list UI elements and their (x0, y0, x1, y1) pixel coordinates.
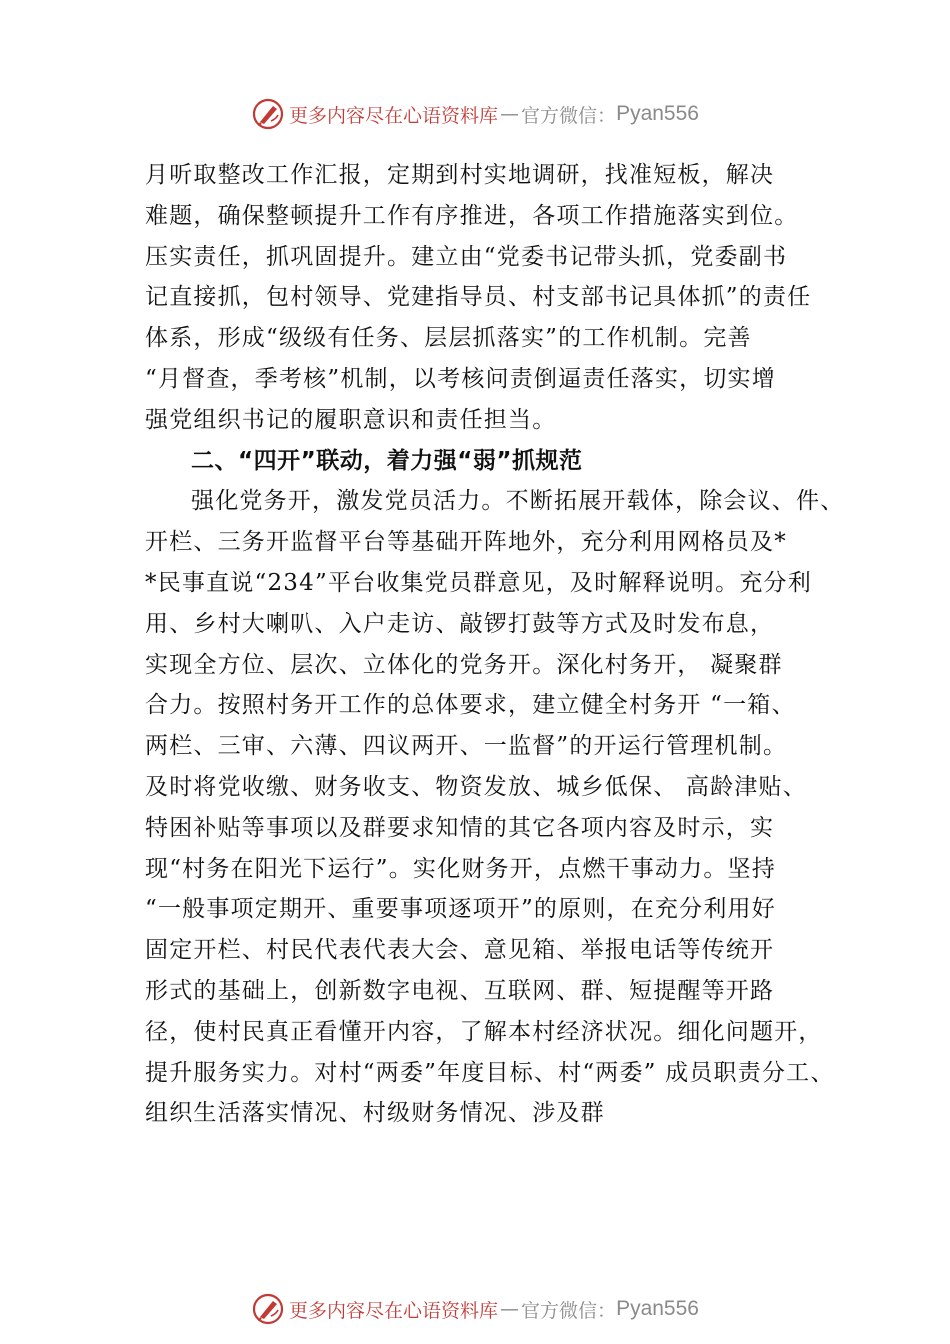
body-line-2: 难题，确保整顿提升工作有序推进，各项工作措施落实到位。 (145, 202, 799, 229)
body-line-14: 合力。按照村务开工作的总体要求，建立健全村务开 “一箱、 (145, 692, 796, 719)
body-line-7: 强党组织书记的履职意识和责任担当。 (145, 406, 557, 433)
body-line-1: 月听取整改工作汇报，定期到村实地调研，找准短板，解决 (145, 162, 775, 188)
footer-watermark (0, 1289, 950, 1329)
body-line-3: 压实责任，抓巩固提升。建立由“党委书记带头抓，党委副书 (145, 243, 788, 270)
watermark-dash: — (500, 1298, 520, 1320)
watermark-dash: — (500, 103, 520, 125)
watermark-brand-text: 更多内容尽在心语资料库 (289, 104, 499, 127)
body-line-5: 体系，形成“级级有任务、层层抓落实”的工作机制。完善 (145, 325, 752, 352)
body-line-4: 记直接抓，包村领导、党建指导员、村支部书记具体抓”的责任 (145, 284, 812, 311)
body-line-11: *民事直说“234”平台收集党员群意见，及时解释说明。充分利 (145, 569, 812, 596)
body-line-15: 两栏、三审、六薄、四议两开、一监督”的开运行管理机制。 (145, 733, 788, 760)
body-line-19: “一般事项定期开、重要事项逐项开”的原则，在充分利用好 (145, 896, 776, 923)
body-line-18: 现“村务在阳光下运行”。实化财务开，点燃干事动力。坚持 (145, 855, 776, 882)
body-line-9: 强化党务开，激发党员活力。不断拓展开载体，除会议、件、 (191, 488, 845, 515)
body-line-24: 组织生活落实情况、村级财务情况、涉及群 (145, 1100, 605, 1127)
body-line-23: 提升服务实力。对村“两委”年度目标、村“两委” 成员职责分工、 (145, 1059, 835, 1086)
body-line-13: 实现全方位、层次、立体化的党务开。深化村务开， 凝聚群 (145, 651, 783, 678)
watermark-official-label: 官方微信： (521, 1299, 617, 1322)
body-line-16: 及时将党收缴、财务收支、物资发放、城乡低保、 高龄津贴、 (145, 773, 807, 800)
header-watermark (0, 94, 950, 134)
pen-circle-logo-icon (251, 1292, 285, 1326)
body-line-21: 形式的基础上，创新数字电视、互联网、群、短提醒等开路 (145, 977, 775, 1004)
body-line-10: 开栏、三务开监督平台等基础开阵地外，充分利用网格员及* (145, 529, 787, 556)
body-line-17: 特困补贴等事项以及群要求知情的其它各项内容及时示，实 (145, 814, 775, 841)
body-line-6: “月督查，季考核”机制，以考核问责倒逼责任落实，切实增 (145, 365, 776, 392)
body-line-20: 固定开栏、村民代表代表大会、意见箱、举报电话等传统开 (145, 937, 775, 964)
body-line-12: 用、乡村大喇叭、入户走访、敲锣打鼓等方式及时发布息， (145, 610, 775, 637)
pen-circle-logo-icon (251, 97, 285, 131)
watermark-wechat-id: Pyan556 (616, 102, 699, 125)
section-heading: 二、“四开”联动，着力强“弱”抓规范 (191, 447, 583, 474)
body-line-22: 径，使村民真正看懂开内容，了解本村经济状况。细化问题开， (145, 1018, 823, 1045)
document-body (145, 155, 845, 1134)
watermark-official-label: 官方微信： (521, 104, 617, 127)
watermark-wechat-id: Pyan556 (616, 1297, 699, 1320)
watermark-brand-text: 更多内容尽在心语资料库 (289, 1299, 499, 1322)
